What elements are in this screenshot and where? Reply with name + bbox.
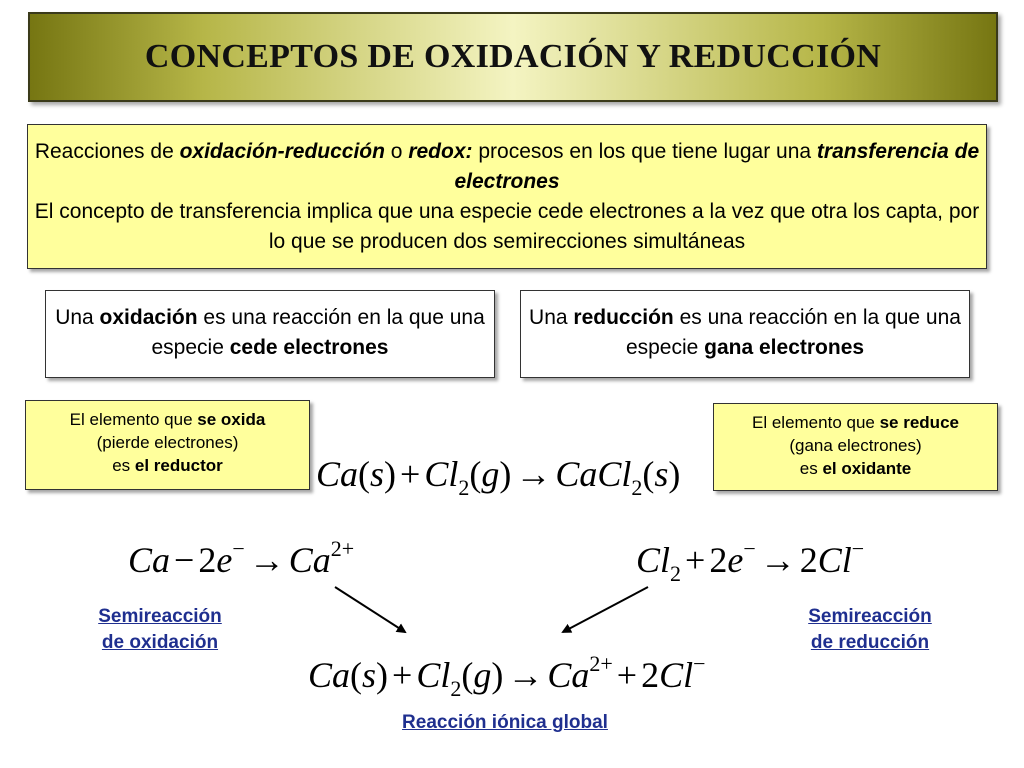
reduction-half-caption[interactable] [770,604,970,656]
red-def-text-2: es una reacción en la que una especie [625,306,961,359]
intro-text-1: Reacciones de [34,140,180,163]
intro-box [27,124,987,269]
reduction-half-equation: $Cl_2 + 2e^- \to 2Cl^-$ [636,536,865,586]
reductor-key-oxida: se oxida [197,410,266,429]
oxidation-half-caption-line1: Semireacción [98,606,222,627]
ox-def-key: cede electrones [229,336,389,359]
reductor-text-2: (pierde electrones) [96,433,239,452]
reductor-box [25,400,310,490]
intro-term-redox: redox: [408,140,473,163]
oxidante-text-2: (gana electrones) [789,436,922,455]
oxidante-text-1: El elemento que [752,413,880,432]
reductor-text-3: es [112,456,135,475]
global-ionic-equation: $Ca(s) + Cl_2(g) \to Ca^{2+} + 2Cl^-$ [308,651,706,701]
oxidation-half-caption[interactable] [60,604,260,656]
intro-text-3: procesos en los que tiene lugar una [472,140,817,163]
oxidation-half-caption-line2: de oxidación [101,632,219,653]
red-def-term: reducción [573,306,674,329]
oxidante-box [713,403,998,491]
reduction-half-caption-line2: de reducción [810,632,930,653]
oxidation-half-equation: $Ca - 2e^- \to Ca^{2+}$ [128,536,355,580]
oxidation-definition-box [45,290,495,378]
page-title: CONCEPTOS DE OXIDACIÓN Y REDUCCIÓN [144,38,882,75]
global-reaction-caption[interactable]: Reacción iónica global [402,712,608,733]
ox-def-term: oxidación [99,306,198,329]
red-def-text-1: Una [529,306,574,329]
intro-text-4: El concepto de transferencia implica que una especie cede electrones a la vez que otra los capta, por lo que se producen dos semirecciones simultáneas [34,200,980,253]
red-def-key: gana electrones [704,336,865,359]
main-equation: $Ca(s) + Cl_2(g)$ → CaCl$_2$(s) [316,454,681,500]
reduction-half-caption-line1: Semireacción [808,606,932,627]
reductor-key: el reductor [134,456,223,475]
ox-def-text-2: es una reacción en la que una especie [151,306,485,359]
arrow-oxidation-to-global [335,587,405,632]
intro-term-redox-full: oxidación-reducción [179,140,385,163]
intro-text-2: o [384,140,409,163]
oxidante-key-reduce: se reduce [879,413,959,432]
title-banner [28,12,998,102]
oxidante-text-3: es [799,459,823,478]
arrow-reduction-to-global [563,587,648,632]
ox-def-text-1: Una [55,306,100,329]
intro-term-transfer: transferencia de electrones [454,140,980,193]
reductor-text-1: El elemento que [69,410,198,429]
oxidante-key: el oxidante [822,459,912,478]
reduction-definition-box [520,290,970,378]
